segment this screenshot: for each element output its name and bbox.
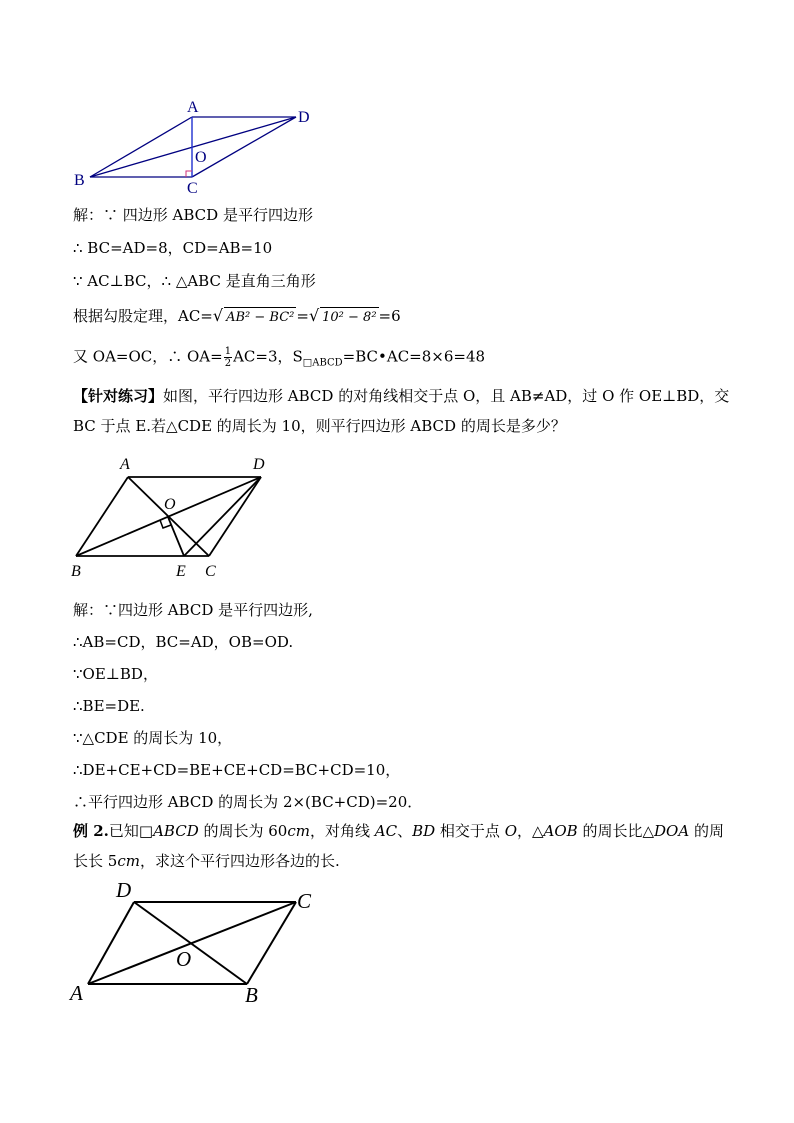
label-d: D: [298, 109, 310, 126]
solution2-line7: ∴平行四边形 ABCD 的周长为 2×(BC+CD)=20．: [73, 793, 423, 811]
diagonal-bd: [90, 117, 296, 177]
ac-area-text: AC=3，S: [233, 347, 303, 366]
sqrt-sign-2: √: [308, 306, 320, 325]
label-a: A: [120, 456, 130, 473]
figure-parallelogram-2: [62, 452, 282, 584]
fraction-numerator: 1: [224, 346, 232, 357]
solution2-line2: ∴AB=CD，BC=AD，OB=OD.: [73, 633, 294, 651]
example2-text-1: 已知□: [108, 822, 154, 840]
fraction-half: [224, 346, 232, 369]
label-b: B: [71, 563, 81, 580]
edge-ba: [90, 117, 192, 177]
practice-problem: [73, 381, 733, 441]
result-6: =6: [378, 307, 401, 325]
practice-text: 如图，平行四边形 ABCD 的对角线相交于点 O，且 AB≠AD，过 O 作 OE⊥BD，交 BC 于点 E.若△CDE 的周长为 10，则平行四边形 ABCD 的周长是多少？: [73, 387, 730, 435]
example2-text-4: 、: [397, 822, 413, 840]
solution1-line3: ∵ AC⊥BC，∴ △ABC 是直角三角形: [73, 272, 316, 290]
sqrt-10-8: 10² − 8²: [320, 307, 378, 328]
label-o: O: [195, 149, 207, 166]
example2-text-5: 相交于点: [435, 822, 505, 840]
sqrt-sign: √: [212, 306, 224, 325]
sqrt-ab-bc: AB² − BC²: [224, 307, 296, 328]
edge-dc: [192, 117, 296, 177]
oa-text: 又 OA=OC，∴ OA=: [73, 347, 223, 366]
edge-bc: [247, 902, 296, 984]
example2-text-9: ，求这个平行四边形各边的长.: [139, 852, 340, 870]
pythagoras-text: 根据勾股定理，AC=: [73, 307, 213, 325]
example2-unit-1: cm: [287, 822, 310, 840]
solution1-line5: [73, 346, 485, 374]
example2-text-6: ，△: [517, 822, 544, 840]
example2-abcd: ABCD: [153, 822, 199, 840]
solution1-line2: ∴ BC=AD=8，CD=AB=10: [73, 239, 273, 257]
example2-aob: AOB: [543, 822, 578, 840]
solution2-line6: ∴DE+CE+CD=BE+CE+CD=BC+CD=10，: [73, 761, 401, 779]
label-c: C: [187, 180, 198, 197]
example2-o: O: [504, 822, 517, 840]
fraction-denominator: 2: [224, 358, 232, 369]
label-e: E: [176, 563, 186, 580]
figure-parallelogram-1: [60, 92, 340, 202]
label-b: B: [245, 983, 258, 1007]
solution1-line1: 解：∵ 四边形 ABCD 是平行四边形: [73, 206, 313, 224]
example2-text-8: 的周长长 5: [73, 822, 724, 870]
segment-de: [184, 477, 261, 556]
example2-problem: [73, 816, 733, 876]
example2-ac: AC: [374, 822, 398, 840]
equals: =: [296, 307, 309, 325]
label-a: A: [187, 99, 199, 116]
label-a: A: [70, 981, 83, 1005]
right-angle-mark: [186, 171, 192, 177]
solution2-line1: 解：∵四边形 ABCD 是平行四边形,: [73, 601, 313, 619]
label-d: D: [253, 456, 265, 473]
example2-text-2: 的周长为 60: [198, 822, 288, 840]
label-o: O: [176, 947, 192, 971]
example2-text-3: ，对角线: [309, 822, 375, 840]
solution1-line4: [73, 306, 401, 328]
diagonal-bd: [134, 902, 247, 984]
label-c: C: [205, 563, 216, 580]
area-result: =BC•AC=8×6=48: [342, 347, 486, 366]
solution2-line3: ∵OE⊥BD，: [73, 665, 158, 683]
example2-label: 例 2.: [73, 822, 109, 840]
label-o: O: [164, 496, 176, 513]
solution2-line4: ∴BE=DE.: [73, 697, 145, 715]
example2-bd: BD: [412, 822, 436, 840]
area-subscript: □ABCD: [302, 357, 343, 369]
label-d: D: [116, 878, 132, 902]
label-b: B: [74, 172, 85, 189]
label-c: C: [297, 889, 312, 913]
practice-label: 【针对练习】: [73, 387, 164, 405]
example2-doa: DOA: [654, 822, 690, 840]
solution2-line5: ∵△CDE 的周长为 10，: [73, 729, 233, 747]
edge-da: [88, 902, 134, 984]
example2-unit-2: cm: [117, 852, 140, 870]
example2-text-7: 的周长比△: [577, 822, 655, 840]
diagonal-bd: [76, 477, 261, 556]
figure-parallelogram-3: [62, 874, 332, 1009]
